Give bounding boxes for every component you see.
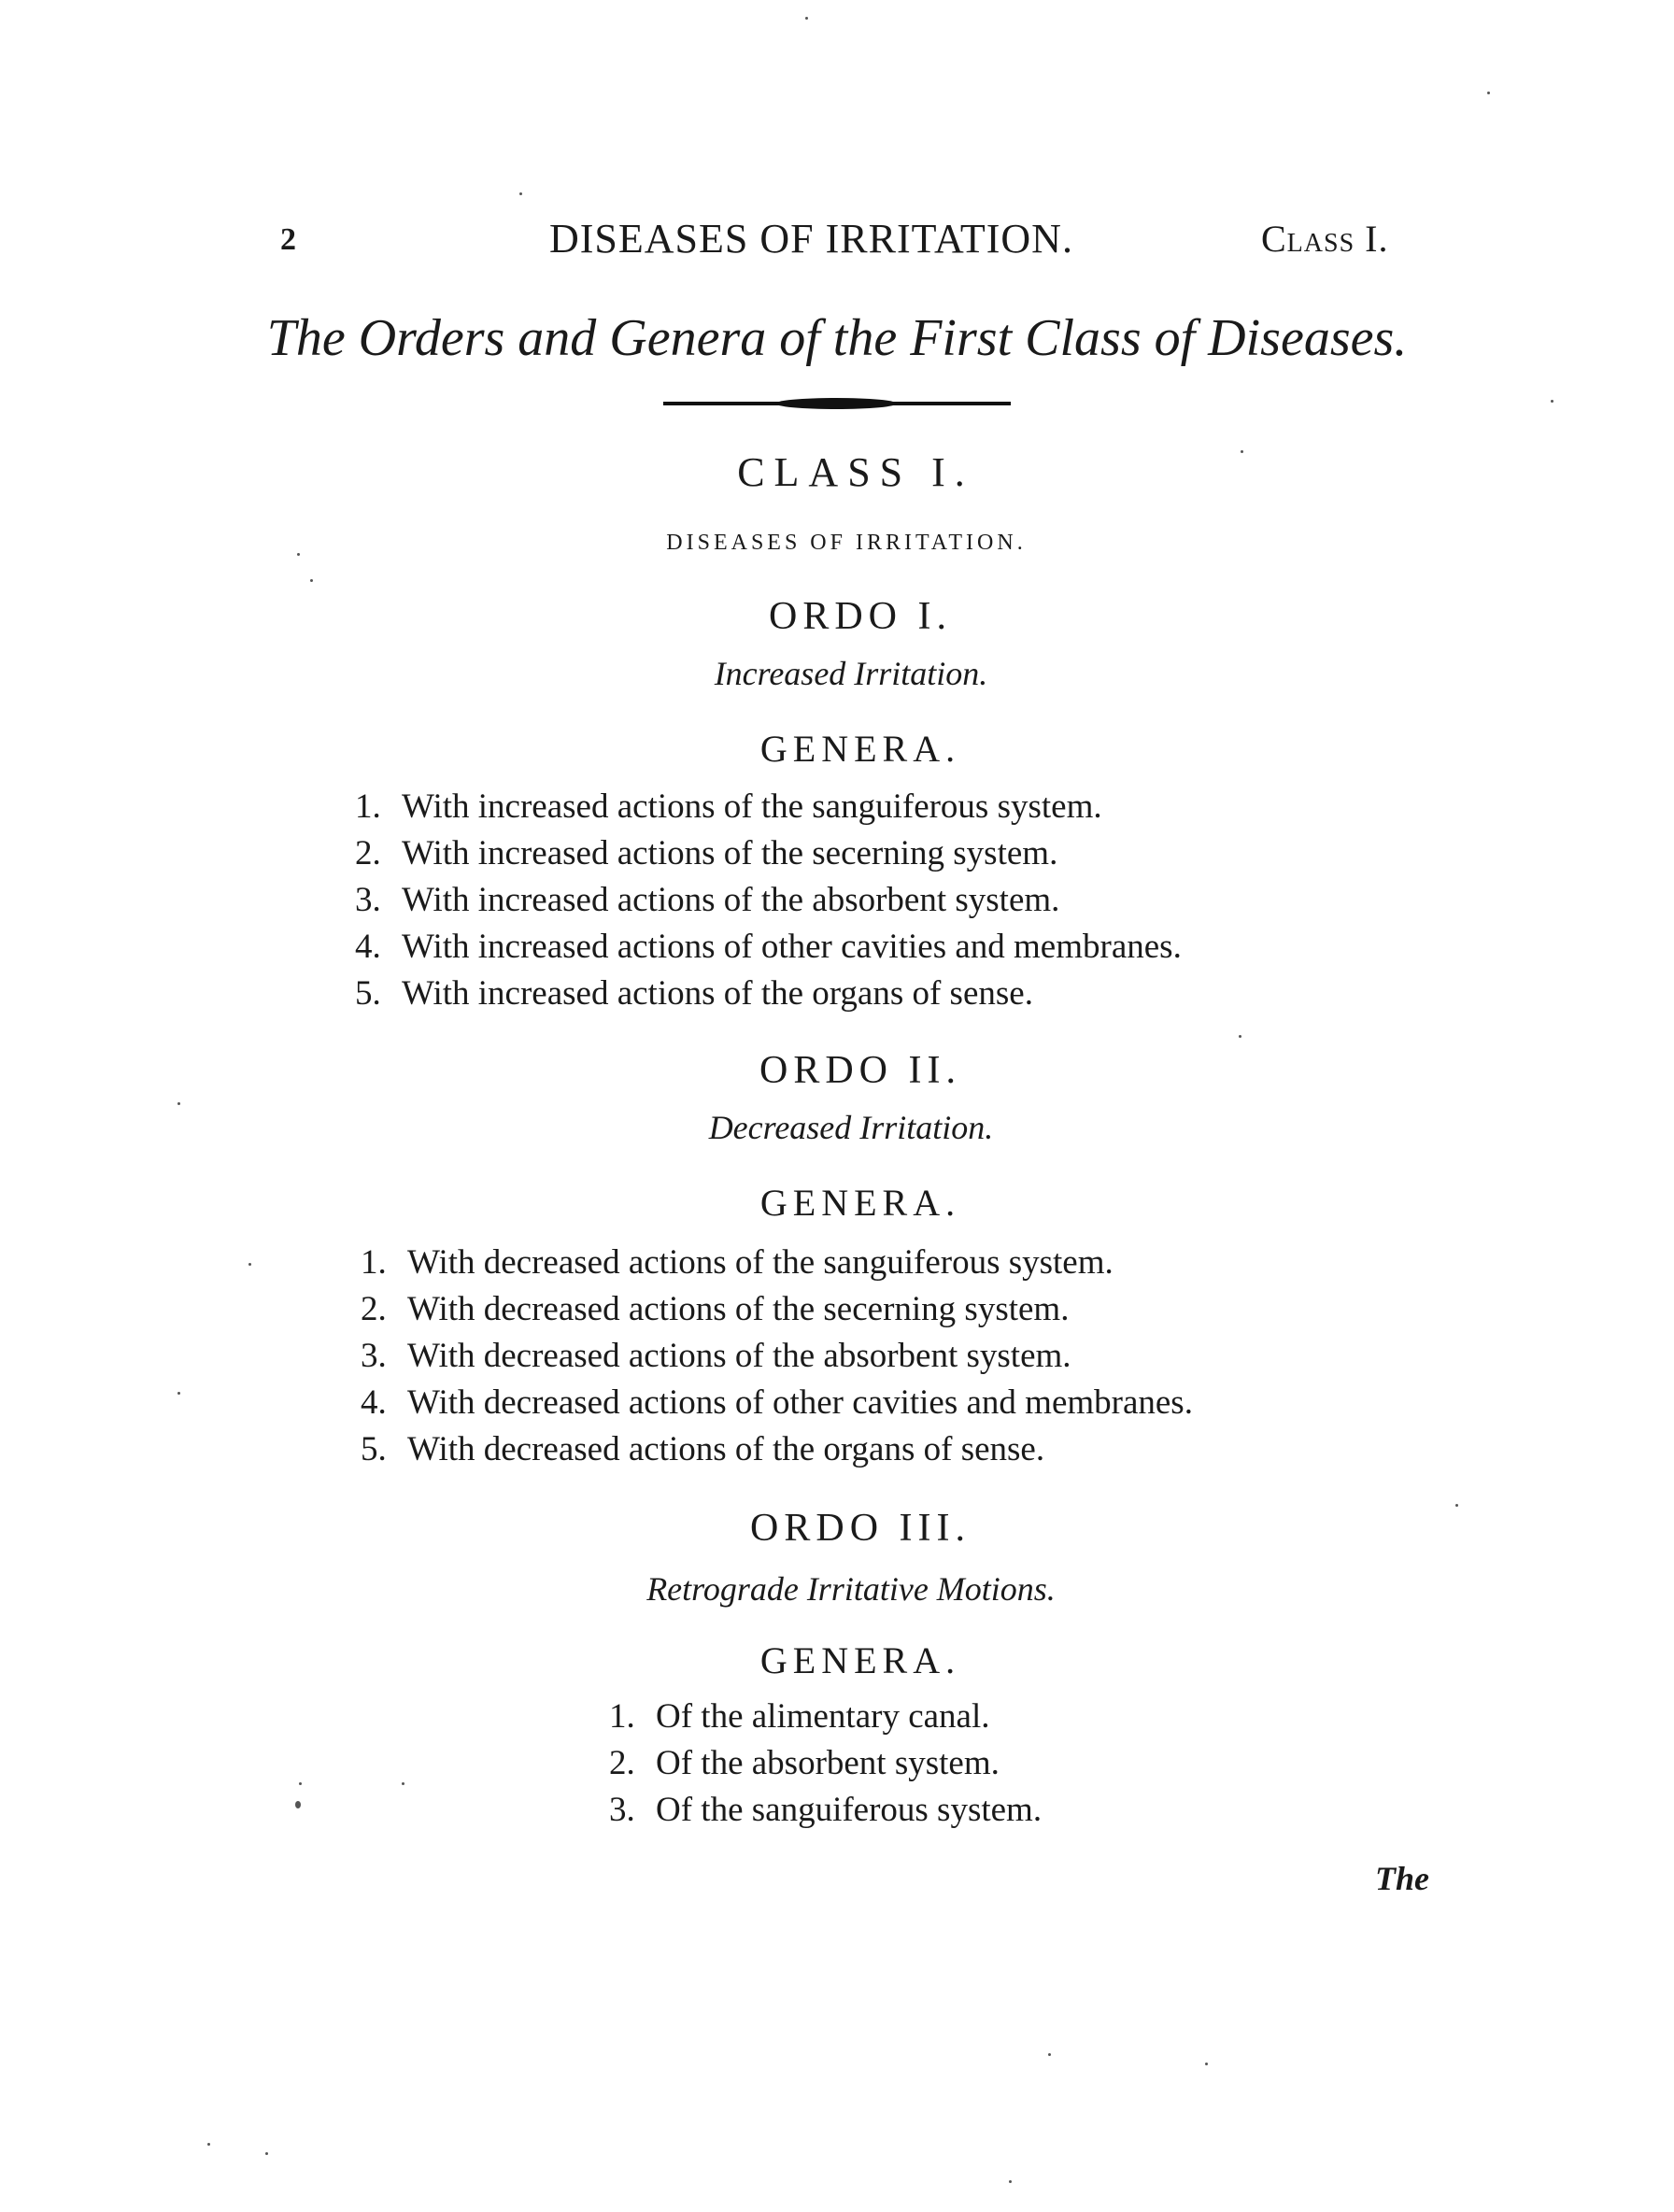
item-number: 1. xyxy=(609,1697,635,1736)
scan-speck xyxy=(177,1392,180,1395)
item-number: 3. xyxy=(361,1337,387,1375)
ordo-3-subtitle: Retrograde Irritative Motions. xyxy=(646,1570,1056,1608)
item-number: 2. xyxy=(355,834,381,872)
scan-speck xyxy=(207,2143,210,2146)
scan-speck xyxy=(805,17,808,20)
item-number: 3. xyxy=(609,1791,635,1829)
scan-speck xyxy=(1048,2053,1051,2056)
scan-speck xyxy=(1205,2063,1208,2065)
item-number: 4. xyxy=(361,1383,387,1422)
item-text: With decreased actions of the secerning system. xyxy=(407,1290,1070,1328)
ordo-1-subtitle: Increased Irritation. xyxy=(714,655,988,692)
scan-speck xyxy=(402,1782,404,1785)
list-item xyxy=(355,787,1102,827)
scan-speck xyxy=(1009,2180,1012,2183)
scan-speck xyxy=(1551,400,1553,403)
ordo-2-genera-label: GENERA. xyxy=(759,1182,961,1224)
item-number: 2. xyxy=(361,1290,387,1328)
scan-speck xyxy=(177,1102,180,1105)
ordo-3-title: ORDO III. xyxy=(750,1507,971,1550)
scan-speck xyxy=(248,1263,251,1266)
item-text: With increased actions of other cavities and membranes. xyxy=(402,928,1182,966)
scan-speck xyxy=(297,553,300,556)
ordo-1-genera-label: GENERA. xyxy=(759,728,961,770)
scan-speck xyxy=(1487,92,1490,94)
item-text: With decreased actions of the absorbent system. xyxy=(407,1337,1071,1375)
running-title: DISEASES OF IRRITATION. xyxy=(549,216,1073,262)
list-item xyxy=(609,1696,990,1737)
class-title: CLASS I. xyxy=(737,449,974,495)
scan-speck xyxy=(310,579,313,582)
item-text: With decreased actions of other cavities and membranes. xyxy=(407,1383,1193,1422)
list-item xyxy=(361,1336,1071,1376)
scan-speck xyxy=(1455,1504,1458,1507)
list-item xyxy=(355,880,1059,920)
item-text: Of the absorbent system. xyxy=(656,1744,1000,1782)
list-item xyxy=(361,1429,1044,1469)
list-item xyxy=(355,973,1033,1014)
item-text: With increased actions of the absorbent system. xyxy=(402,881,1060,919)
item-text: Of the sanguiferous system. xyxy=(656,1791,1043,1829)
scan-speck xyxy=(265,2152,268,2155)
page-number: 2 xyxy=(280,222,296,257)
catchword: The xyxy=(1375,1860,1429,1897)
scan-speck xyxy=(519,192,522,195)
decorative-rule-ornament xyxy=(775,398,897,409)
item-number: 1. xyxy=(361,1243,387,1282)
scan-speck xyxy=(299,1782,302,1785)
item-text: With decreased actions of the sanguiferous system. xyxy=(407,1243,1114,1282)
list-item xyxy=(609,1743,1000,1783)
item-number: 5. xyxy=(355,974,381,1013)
item-number: 2. xyxy=(609,1744,635,1782)
list-item xyxy=(361,1242,1114,1283)
list-item xyxy=(355,927,1182,967)
scan-speck xyxy=(1239,1035,1241,1038)
item-number: 1. xyxy=(355,787,381,826)
page-heading: The Orders and Genera of the First Class of Diseases. xyxy=(266,309,1408,367)
item-text: With increased actions of the sanguiferous system. xyxy=(402,787,1102,826)
scan-speck xyxy=(295,1801,301,1808)
ordo-1-title: ORDO I. xyxy=(769,595,952,638)
item-number: 3. xyxy=(355,881,381,919)
ordo-2-subtitle: Decreased Irritation. xyxy=(708,1109,994,1146)
list-item xyxy=(355,833,1057,873)
ordo-3-genera-label: GENERA. xyxy=(759,1639,961,1681)
item-text: With increased actions of the organs of sense. xyxy=(402,974,1033,1013)
list-item xyxy=(609,1790,1042,1830)
item-text: With decreased actions of the organs of sense. xyxy=(407,1430,1045,1468)
scan-speck xyxy=(1241,450,1243,453)
item-number: 4. xyxy=(355,928,381,966)
item-number: 5. xyxy=(361,1430,387,1468)
list-item xyxy=(361,1382,1193,1423)
class-subtitle: DISEASES OF IRRITATION. xyxy=(666,531,1027,555)
item-text: With increased actions of the secerning system. xyxy=(402,834,1058,872)
ordo-2-title: ORDO II. xyxy=(759,1049,961,1092)
list-item xyxy=(361,1289,1069,1329)
item-text: Of the alimentary canal. xyxy=(656,1697,990,1736)
running-class: Class I. xyxy=(1261,218,1389,260)
